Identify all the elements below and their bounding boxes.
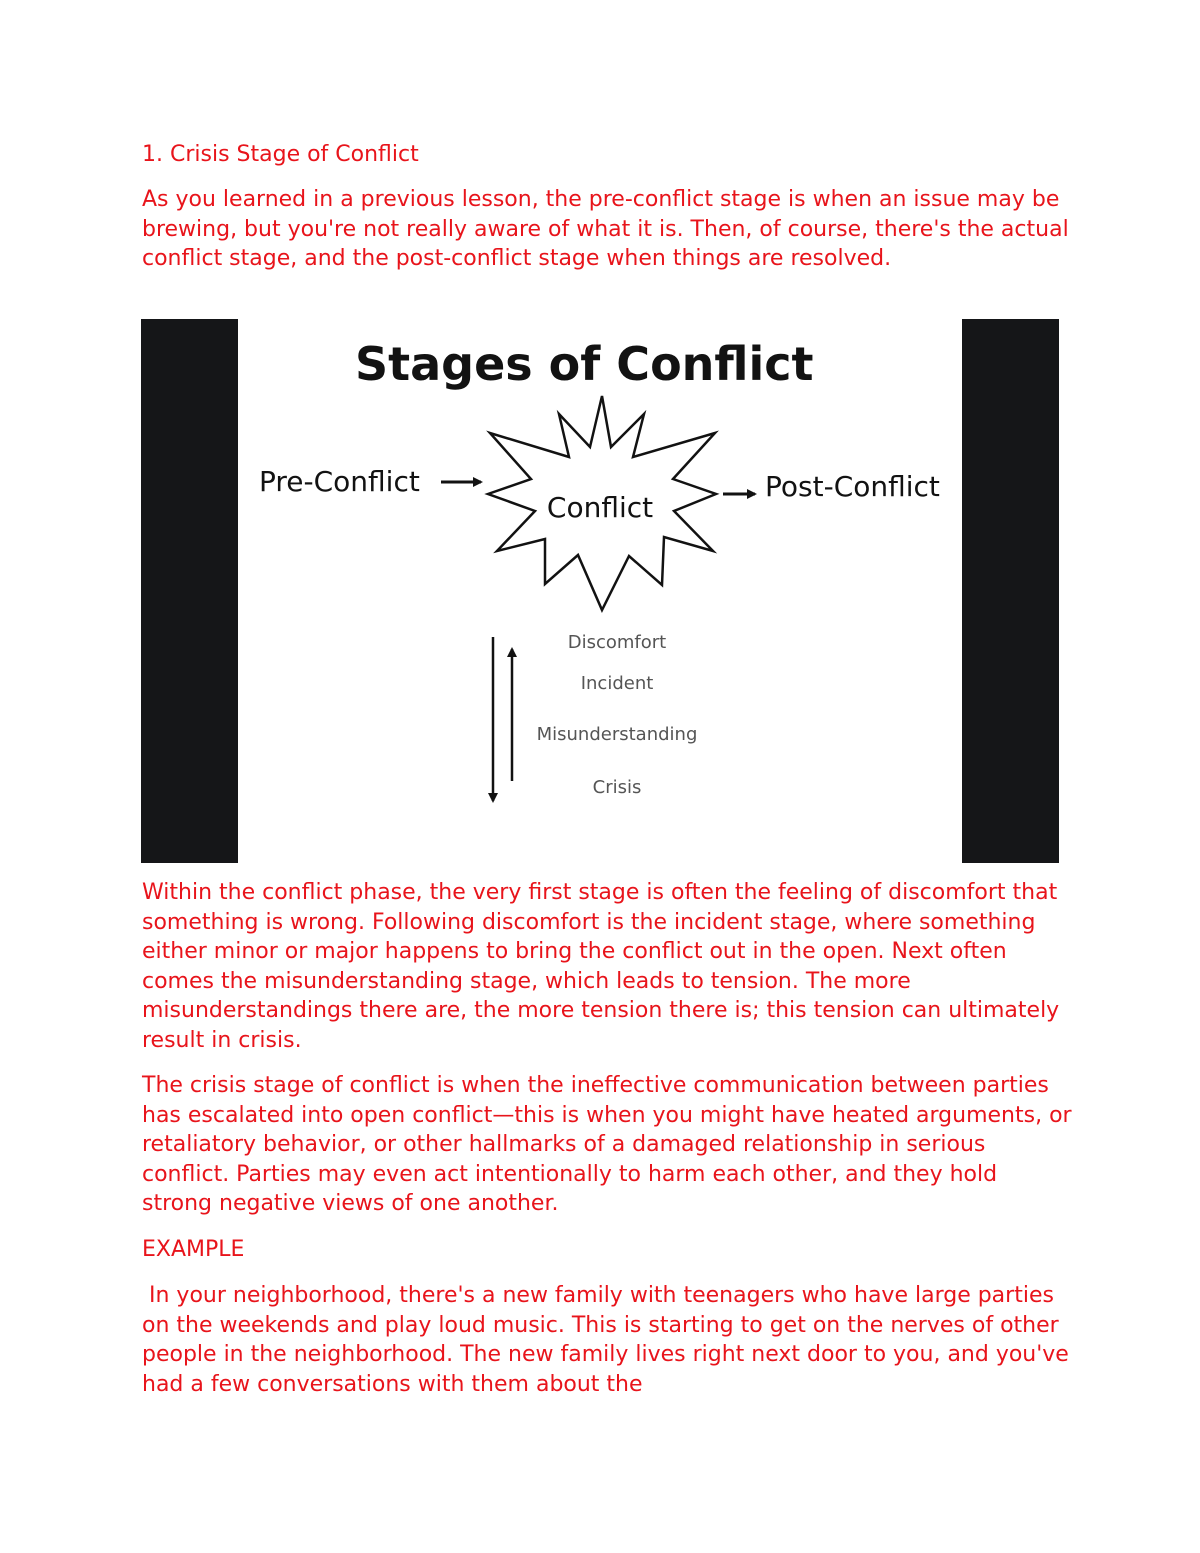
step-incident: Incident bbox=[580, 673, 654, 694]
figure-diagram bbox=[141, 319, 1059, 863]
section-heading: 1. Crisis Stage of Conflict bbox=[142, 142, 419, 167]
example-paragraph: In your neighborhood, there's a new family with teenagers who have large parties on the weekends and play loud music. This is starting to get on the nerves of other people in the neighborhood. The new family lives right next door to you, and you've had a few conversations with them about the bbox=[142, 1283, 1076, 1397]
crisis-paragraph: The crisis stage of conflict is when the ineffective communication between parties has escalated into open conflict—this is when you might have heated arguments, or retaliatory behavior, or other hallmarks of a damaged relationship in serious conflict. Parties may even act intentionally to harm each other, and they hold strong negative views of one another. bbox=[142, 1073, 1072, 1217]
example-label: EXAMPLE bbox=[142, 1237, 245, 1262]
intro-paragraph: As you learned in a previous lesson, the pre-conflict stage is when an issue may be brewing, but you're not really aware of what it is. Then, of course, there's the actual conflict stage, and the post-conflict stage when things are resolved. bbox=[142, 187, 1069, 272]
stages-of-conflict-figure bbox=[141, 319, 1059, 863]
within-paragraph: Within the conflict phase, the very first stage is often the feeling of discomfort that something is wrong. Following discomfort is the incident stage, where something either minor or major happens to bring the conflict out in the open. Next often comes the misunderstanding stage, which leads to tension. The more misunderstandings there are, the more tension there is; this tension can ultimately result in crisis. bbox=[142, 880, 1060, 1053]
conflict-label: Conflict bbox=[546, 491, 654, 524]
figure-title: Stages of Conflict bbox=[355, 337, 814, 391]
pre-conflict-label: Pre-Conflict bbox=[259, 465, 420, 498]
step-discomfort: Discomfort bbox=[567, 632, 667, 653]
step-misunderstanding: Misunderstanding bbox=[536, 724, 698, 745]
post-conflict-label: Post-Conflict bbox=[765, 470, 940, 503]
step-crisis: Crisis bbox=[592, 777, 642, 798]
